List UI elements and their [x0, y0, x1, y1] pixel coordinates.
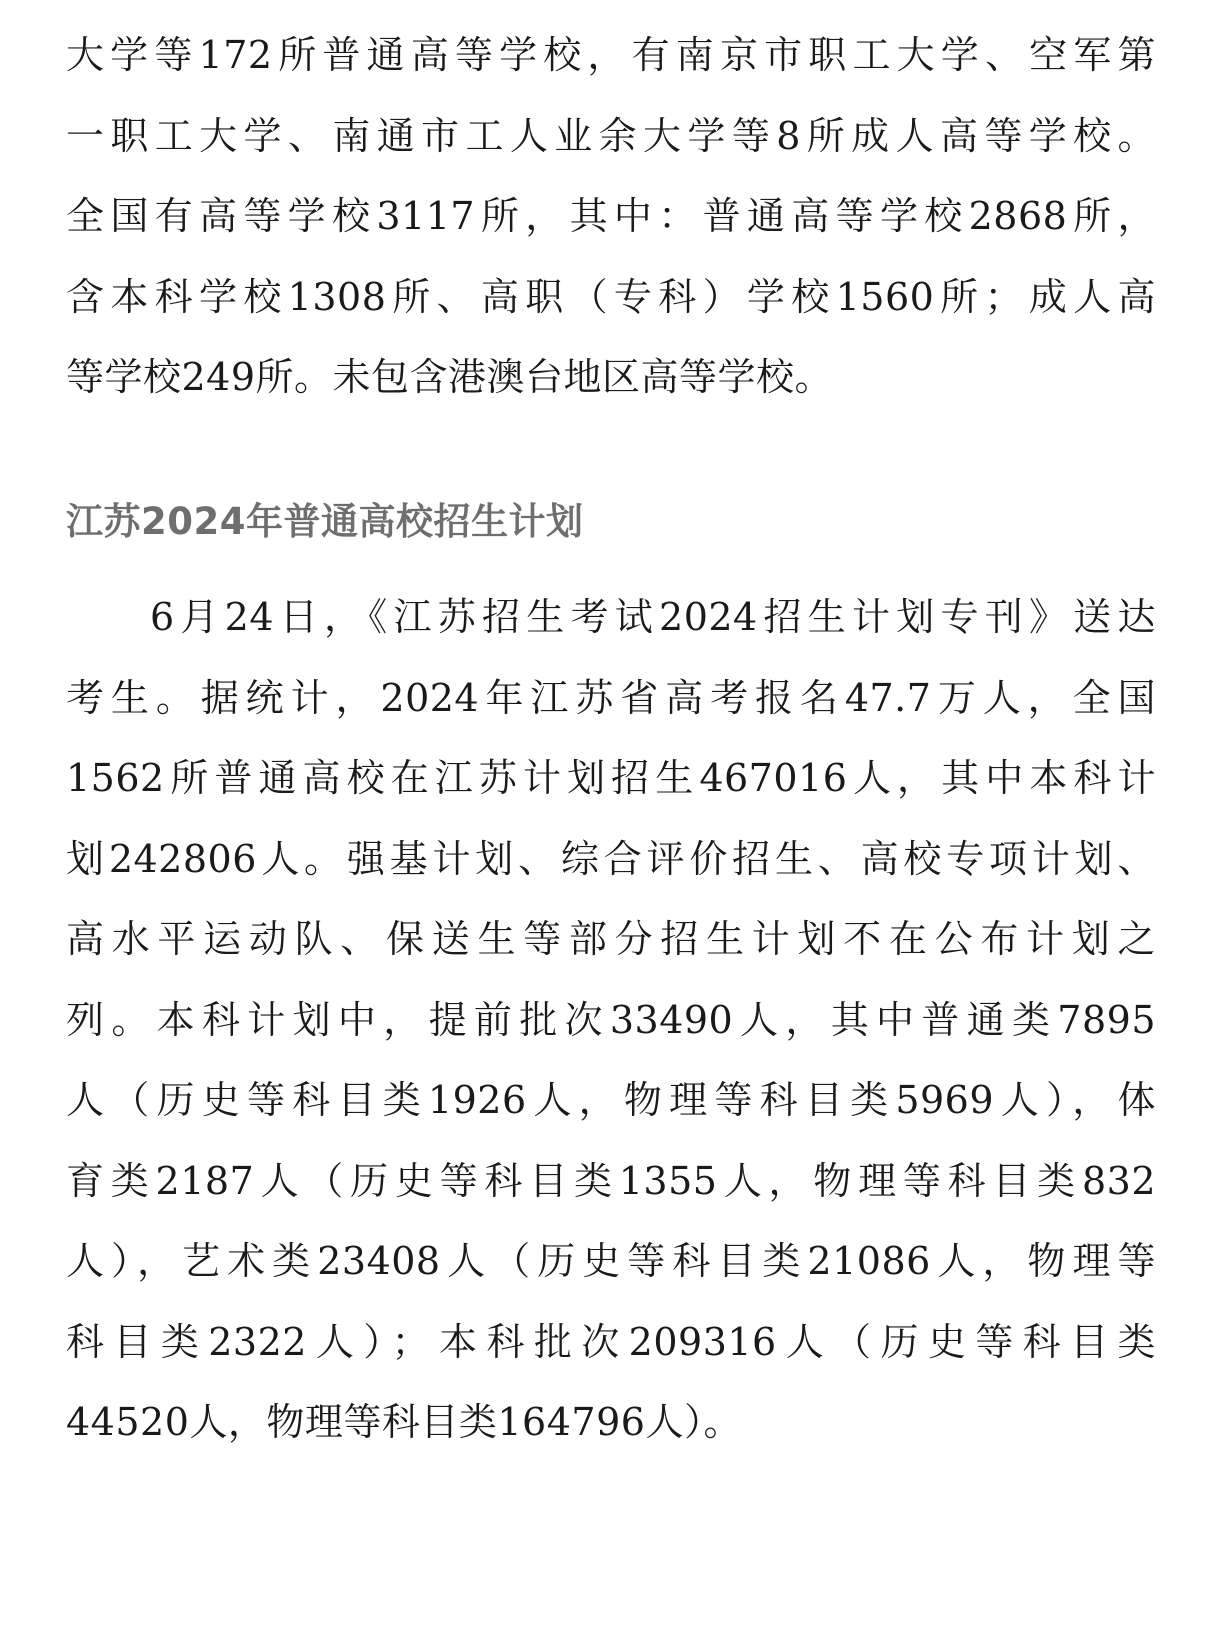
- paragraph-line: 人），艺术类23408人（历史等科目类21086人，物理等: [66, 1239, 1156, 1283]
- paragraph-line: 高水平运动队、保送生等部分招生计划不在公布计划之: [66, 917, 1156, 961]
- paragraph-higher-education-stats: [66, 15, 1156, 418]
- paragraph-line: 科目类2322人）；本科批次209316人（历史等科目类: [66, 1319, 1156, 1364]
- paragraph-line: 6月24日，《江苏招生考试2024招生计划专刊》送达: [150, 595, 1156, 639]
- paragraph-line: 1562所普通高校在江苏计划招生467016人，其中本科计: [66, 756, 1156, 800]
- paragraph-line: 全国有高等学校3117所，其中：普通高等学校2868所，: [66, 194, 1156, 238]
- paragraph-line: 44520人，物理等科目类164796人）。: [66, 1400, 742, 1444]
- paragraph-line: 育类2187人（历史等科目类1355人，物理等科目类832: [66, 1158, 1156, 1203]
- paragraph-enrollment-plan: [66, 577, 1156, 1463]
- paragraph-line: 等学校249所。未包含港澳台地区高等学校。: [66, 355, 834, 399]
- paragraph-line: 含本科学校1308所、高职（专科）学校1560所；成人高: [66, 274, 1156, 319]
- paragraph-line: 列。本科计划中，提前批次33490人，其中普通类7895: [66, 997, 1156, 1042]
- paragraph-line: 一职工大学、南通市工人业余大学等8所成人高等学校。: [66, 113, 1156, 158]
- paragraph-line: 划242806人。强基计划、综合评价招生、高校专项计划、: [66, 836, 1156, 881]
- paragraph-line: 大学等172所普通高等学校，有南京市职工大学、空军第: [66, 33, 1156, 77]
- section-heading: 江苏2024年普通高校招生计划: [66, 500, 584, 543]
- paragraph-line: 考生。据统计，2024年江苏省高考报名47.7万人，全国: [66, 675, 1156, 720]
- paragraph-line: 人（历史等科目类1926人，物理等科目类5969人），体: [66, 1078, 1156, 1122]
